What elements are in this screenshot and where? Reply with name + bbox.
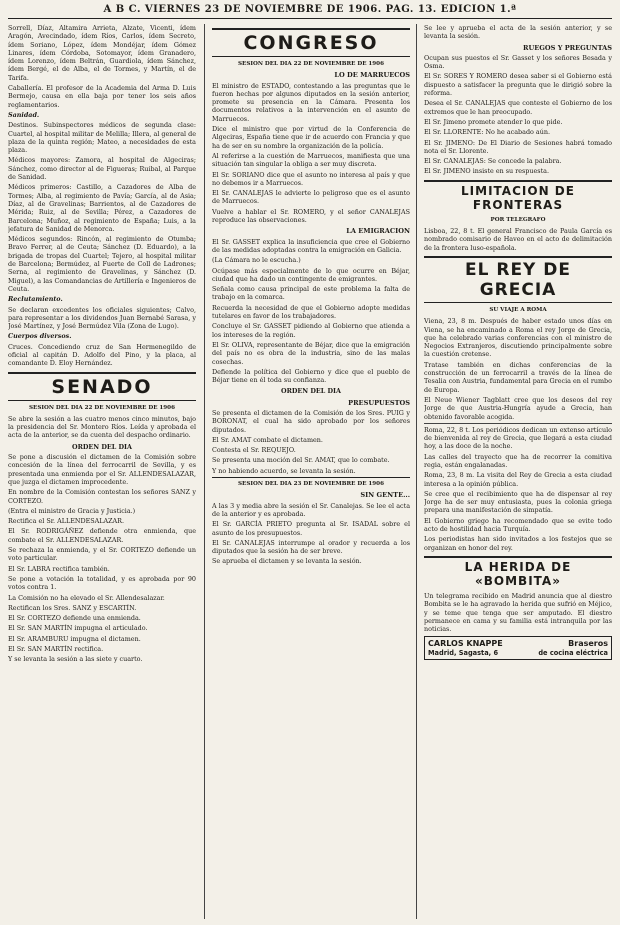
paragraph: El Sr. CORTEZO defiende una enmienda.	[8, 614, 141, 623]
column-left	[8, 24, 196, 919]
paragraph: En nombre de la Comisión contestan los señores SANZ y CORTEZO.	[8, 488, 196, 505]
paragraph: Las calles del trayecto que ha de recorrer la comitiva regia, están engalanadas.	[424, 452, 612, 469]
paragraph: Se declaran excedentes los oficiales siguientes; Calvo, para representar a los dividendos Juan Bernabé Sarasa, y José Martínez, y José Bermúdez Vila (Zona de Lugo).	[8, 305, 196, 331]
paragraph: El ministro de ESTADO, contestando a las preguntas que le fueron hechas por algunos diputados en la sesión anterior, promete su presencia en la Cámara. Presenta los documentos relativos a la intervención en el asunto de Marruecos.	[212, 81, 410, 123]
paragraph: Y se levanta la sesión a las siete y cuarto.	[8, 655, 143, 664]
paragraph: El Neue Wiener Tagblatt cree que los deseos del rey Jorge de que Austria-Hungría ayude a Grecia, han obtenido favorable acogida.	[424, 395, 612, 421]
paragraph: Roma, 22, 8 t. Los periódicos dedican un extenso artículo de bienvenida al rey de Grecia, que llegará a esta ciudad hoy, a las doce de la noche.	[424, 423, 612, 451]
paragraph: El Sr. JIMENO: De El Diario de Sesiones habrá tomado nota el Sr. Llorente.	[424, 138, 612, 155]
paragraph: Concluye el Sr. GASSET pidiendo al Gobierno que atienda a los intereses de la región.	[212, 322, 410, 339]
section-label: Reclutamiento.	[8, 295, 63, 304]
senado-subheading: SESION DEL DIA 22 DE NOVIEMBRE DE 1906	[29, 404, 175, 411]
advertisement	[424, 636, 612, 660]
paragraph: El Sr. ARAMBURU impugna el dictamen.	[8, 634, 141, 643]
paragraph: El Sr. JIMENO insiste en su respuesta.	[424, 167, 549, 176]
paragraph: Recuerda la necesidad de que el Gobierno adopte medidas tutelares en favor de los trabajadores.	[212, 303, 410, 321]
paragraph: Rectifica el Sr. ALLENDESALAZAR.	[8, 517, 125, 526]
paragraph: Un telegrama recibido en Madrid anuncia que al diestro Bombita se le ha agravado la herida que sufrió en Méjico, y se teme que tenga que ser amputado. El diestro permanece en cama y su familia está intranquila por las noticias.	[424, 591, 612, 634]
paragraph: Los periodistas han sido invitados a los festejos que se organizan en honor del rey.	[424, 535, 612, 552]
paragraph: Defiende la política del Gobierno y dice que el pueblo de Béjar tiene en él toda su confianza.	[212, 367, 410, 385]
paragraph: Al referirse a la cuestión de Marruecos, manifiesta que una situación tan singular la obliga a ser muy discreta.	[212, 151, 410, 169]
paragraph: Contesta el Sr. REQUEJO.	[212, 446, 296, 455]
limitacion-subheading: POR TELEGRAFO	[490, 216, 546, 223]
paragraph: El Sr. SAN MARTÍN impugna el articulado.	[8, 624, 148, 633]
paragraph: Se pone a votación la totalidad, y es aprobada por 90 votos contra 1.	[8, 574, 196, 592]
limitacion-heading: LIMITACION DE FRONTERAS	[424, 180, 612, 214]
congreso-subheading: SESION DEL DIA 22 DE NOVIEMBRE DE 1906	[238, 61, 384, 67]
paragraph: El Sr. CANALEJAS le advierte lo peligroso que es el asunto de Marruecos.	[212, 189, 410, 206]
orden-del-dia: ORDEN DEL DIA	[72, 442, 132, 451]
paragraph: Médicos primeros: Castillo, a Cazadores de Alba de Tormes; Alba, al regimiento de Pavía; García, al de Asia; Díaz, al de Gravelinas; Barrientos, al de Cazadores de Mérida; Ruiz, al de Sevilla; Pérez, a Cazadores de Barcelona; Muñoz, al regimiento de España; Luis, a la jefatura de Sanidad de Menorca.	[8, 183, 196, 233]
ad-address: Madrid, Sagasta, 6	[428, 649, 499, 658]
paragraph: Médicos segundos: Rincón, al regimiento de Otumba; Bravo Ferrer, al de Ceuta; Sánchez (D. Eduardo), a la brigada de tropas del Cuartel; Tejero, al hospital militar de Barcelona; Bermúdez, al Fuerte de Coll de Ladrones; Serna, al regimiento de Gravelinas, y Sánchez (D. Miguel), a las Comandancias de Artillería e Ingenieros de Ceuta.	[8, 235, 196, 293]
paragraph: El Sr. LLORENTE: No he acabado aún.	[424, 128, 550, 137]
paragraph: Lisboa, 22, 8 t. El general Francisco de Paula García es nombrado comisario de Haveo en el acto de delimitación de la frontera luso-española.	[424, 227, 612, 252]
paragraph: Se aprueba el dictamen y se levanta la sesión.	[212, 557, 362, 566]
paragraph: Caballería. El profesor de la Academia del Arma D. Luis Bermejo, causa en ella baja por tener los seis años reglamentarios.	[8, 84, 196, 109]
header-rule	[8, 18, 612, 19]
column-divider	[416, 24, 417, 919]
paragraph: El Sr. LABRA rectifica también.	[8, 564, 110, 573]
paragraph: Señala como causa principal de este problema la falta de trabajo en la comarca.	[212, 285, 410, 302]
paragraph: Cruces. Concediendo cruz de San Hermenegildo de oficial al capitán D. Adolfo del Pino, y la placa, al comandante D. Eloy Hernández.	[8, 342, 196, 368]
section-subhead: LA EMIGRACION	[346, 227, 410, 236]
section-subhead: LO DE MARRUECOS	[334, 71, 410, 80]
paragraph: Se lee y aprueba el acta de la sesión anterior, y se levanta la sesión.	[424, 24, 612, 41]
congreso-heading: CONGRESO	[212, 28, 410, 57]
paragraph: Dice el ministro que por virtud de la Conferencia de Algeciras, España tiene que ir de acuerdo con Francia y que ha de ser en su nombre la organización de la policía.	[212, 125, 410, 150]
paragraph: Se presenta una moción del Sr. AMAT, que lo combate.	[212, 456, 390, 465]
paragraph: El Sr. CANALEJAS: Se concede la palabra.	[424, 157, 562, 166]
paragraph: Ocupan sus puestos el Sr. Gasset y los señores Besada y Osma.	[424, 53, 612, 71]
paragraph: Médicos mayores: Zamora, al hospital de Algeciras; Sánchez, como director al de Figueras; Ruibal, al Parque de Sanidad.	[8, 156, 196, 182]
senado-heading: SENADO	[8, 372, 196, 401]
paragraph: Ocúpase más especialmente de lo que ocurre en Béjar, ciudad que ha dado un contingente de emigrantes.	[212, 266, 410, 283]
paragraph: El Sr. GARCÍA PRIETO pregunta al Sr. ISADAL sobre el asunto de los presupuestos.	[212, 520, 410, 537]
paragraph: El Sr. Jimeno promete atender lo que pide.	[424, 117, 563, 126]
ad-product: Braseros	[568, 639, 608, 649]
paragraph: Destinos. Subinspectores médicos de segunda clase: Cuartel, al hospital militar de Melilla; Illera, al general de plaza de la quinta región; Mateo, a necesidades de esta plaza.	[8, 121, 196, 155]
paragraph: A las 3 y media abre la sesión el Sr. Canalejas. Se lee el acta de la anterior y es aprobada.	[212, 501, 410, 518]
paragraph: El Gobierno griego ha recomendado que se evite todo acto de hostilidad hacia Turquía.	[424, 516, 612, 534]
paragraph: El Sr. SAN MARTÍN rectifica.	[8, 645, 104, 653]
paragraph: Sorrell, Díaz, Altamira Arrieta, Alzate, Vicenti, ídem Aragón, Avecindado, ídem Ríos, Carlos, ídem Secreto, ídem Soriano, López, ídem Mondéjar, ídem Gómez Linares, ídem Córdoba, Sotomayor, ídem Granadero, ídem Lorenzo, ídem Beltrán, Guardiola, ídem Sánchez, ídem Bergé, el de Alba, el de Tormes, y Martín, el de Tarifa.	[8, 24, 196, 82]
sesion-subheading: SESION DEL DIA 23 DE NOVIEMBRE DE 1906	[212, 477, 410, 488]
section-label: Sanidad.	[8, 110, 40, 119]
paragraph: Tratase también en dichas conferencias de la construcción de un ferrocarril a través de la línea de Tesalia con Austria, fundamental para Grecia en el rumbo de Europa.	[424, 360, 612, 394]
paragraph: El Sr. OLIVA, representante de Béjar, dice que la emigración del país no es obra de la industria, sino de las malas cosechas.	[212, 340, 410, 366]
paragraph: El Sr. AMAT combate el dictamen.	[212, 435, 323, 444]
paragraph: Rectifican los Sres. SANZ y ESCARTÍN.	[8, 603, 137, 612]
paragraph: Viena, 23, 8 m. Después de haber estado unos días en Viena, se ha encaminado a Roma el rey Jorge de Grecia, que ha celebrado varias conferencias con el ministro de Negocios Extranjeros, discutiendo principalmente sobre la cuestión cretense.	[424, 317, 612, 359]
page-header: A B C. VIERNES 23 DE NOVIEMBRE DE 1906. PAG. 13. EDICION 1.ª	[103, 4, 517, 15]
ad-product-detail: de cocina eléctrica	[538, 649, 608, 658]
paragraph: El Sr. GASSET explica la insuficiencia que cree el Gobierno de las medidas adoptadas contra la emigración en Galicia.	[212, 237, 410, 254]
section-subhead: SIN GENTE...	[360, 491, 410, 500]
paragraph: Se presenta el dictamen de la Comisión de los Sres. PUIG y BORONAT, el cual ha sido aprobado por los señores diputados.	[212, 408, 410, 434]
paragraph: La Comisión no ha elevado el Sr. Allendesalazar.	[8, 593, 165, 602]
paragraph: El Sr. SORIANO dice que el asunto no interesa al país y que no debemos ir a Marruecos.	[212, 170, 410, 187]
column-divider	[204, 24, 205, 919]
section-label: Cuerpos diversos.	[8, 332, 72, 341]
section-subhead: PRESUPUESTOS	[348, 398, 410, 407]
paragraph: Se pone a discusión el dictamen de la Comisión sobre concesión de la línea del ferrocarril de Sevilla, y es presentada una enmienda por el Sr. ALLENDESALAZAR, que juzga el dictamen improcedente.	[8, 453, 196, 486]
column-center	[212, 24, 410, 919]
section-subhead: RUEGOS Y PREGUNTAS	[523, 43, 612, 52]
paragraph: Roma, 23, 8 m. La visita del Rey de Grecia a esta ciudad interesa a la opinión pública.	[424, 471, 612, 488]
paragraph: El Sr. RODRIGÁÑEZ defiende otra enmienda, que combate el Sr. ALLENDESALAZAR.	[8, 527, 196, 544]
paragraph: Desea el Sr. CANALEJAS que conteste el Gobierno de los extremos que le han preocupado.	[424, 99, 612, 116]
paragraph: Se cree que el recibimiento que ha de dispensar al rey Jorge ha de ser muy entusiasta, pues la colonia griega prepara una manifestación de simpatía.	[424, 489, 612, 515]
paragraph: Vuelve a hablar el Sr. ROMERO, y el señor CANALEJAS reproduce las observaciones.	[212, 207, 410, 225]
paragraph: El Sr. SORES Y ROMERO desea saber si el Gobierno está dispuesto a satisfacer la pregunta que le dirigió sobre la reforma.	[424, 72, 612, 98]
orden-del-dia: ORDEN DEL DIA	[281, 387, 341, 396]
paragraph: Se abre la sesión a las cuatro menos cinco minutos, bajo la presidencia del Sr. Montero Ríos. Leída y aprobada el acta de la anterior, se da cuenta del despacho ordinario.	[8, 414, 196, 440]
ad-company-name: CARLOS KNAPPE	[428, 639, 503, 649]
bombita-heading: LA HERIDA DE «BOMBITA»	[424, 556, 612, 590]
paragraph: El Sr. CANALEJAS interrumpe al orador y recuerda a los diputados que la sesión ha de ser breve.	[212, 538, 410, 556]
paragraph: Y no habiendo acuerdo, se levanta la sesión.	[212, 466, 356, 475]
rey-de-grecia-subheading: SU VIAJE A ROMA	[489, 306, 547, 313]
column-right	[424, 24, 612, 919]
paragraph: Se rechaza la enmienda, y el Sr. CORTEZO defiende un voto particular.	[8, 546, 196, 563]
paragraph: (Entra el ministro de Gracia y Justicia.)	[8, 506, 136, 515]
paragraph: (La Cámara no le escucha.)	[212, 256, 301, 265]
rey-de-grecia-heading: EL REY DE GRECIA	[424, 256, 612, 303]
